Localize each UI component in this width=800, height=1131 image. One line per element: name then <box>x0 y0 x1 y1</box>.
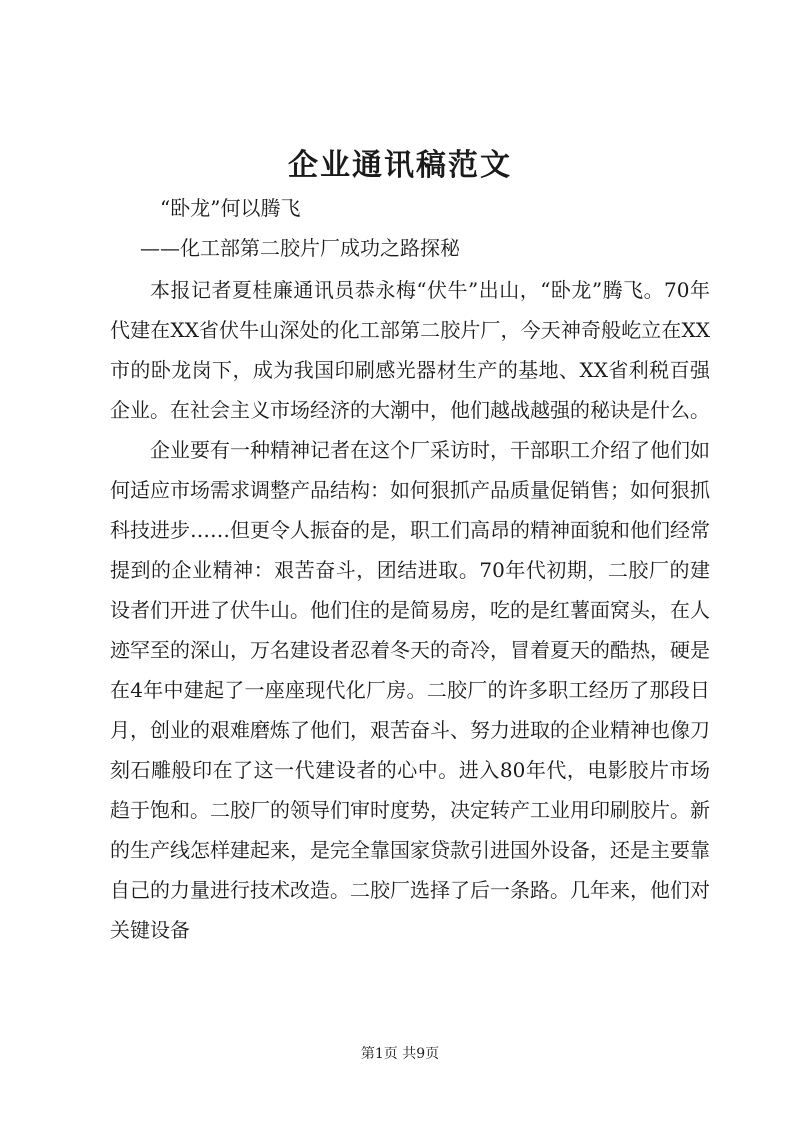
document-title: 企业通讯稿范文 <box>288 148 512 183</box>
article-body <box>110 270 710 950</box>
body-paragraph: 企业要有一种精神记者在这个厂采访时，干部职工介绍了他们如何适应市场需求调整产品结构：如何狠抓产品质量促销售；如何狠抓科技进步……但更令人振奋的是，职工们高昂的精神面貌和他们经常提到的企业精神：艰苦奋斗，团结进取。70年代初期，二胶厂的建设者们开进了伏牛山。他们住的是简易房，吃的是红薯面窝头，在人迹罕至的深山，万名建设者忍着冬天的奇冷，冒着夏天的酷热，硬是在4年中建起了一座座现代化厂房。二胶厂的许多职工经历了那段日月，创业的艰难磨炼了他们，艰苦奋斗、努力进取的企业精神也像刀刻石雕般印在了这一代建设者的心中。进入80年代，电影胶片市场趋于饱和。二胶厂的领导们审时度势，决定转产工业用印刷胶片。新的生产线怎样建起来，是完全靠国家贷款引进国外设备，还是主要靠自己的力量进行技术改造。二胶厂选择了后一条路。几年来，他们对关键设备 <box>110 438 710 942</box>
article-headline: “卧龙”何以腾飞 <box>160 196 301 220</box>
article-subheadline: ——化工部第二胶片厂成功之路探秘 <box>140 236 460 260</box>
page-number-footer: 第1页 共9页 <box>360 1046 440 1062</box>
body-paragraph: 本报记者夏桂廉通讯员恭永梅“伏牛”出山，“卧龙”腾飞。70年代建在XX省伏牛山深处的化工部第二胶片厂，今天神奇般屹立在XX市的卧龙岗下，成为我国印刷感光器材生产的基地、XX省利税百强企业。在社会主义市场经济的大潮中，他们越战越强的秘诀是什么。 <box>110 278 710 422</box>
